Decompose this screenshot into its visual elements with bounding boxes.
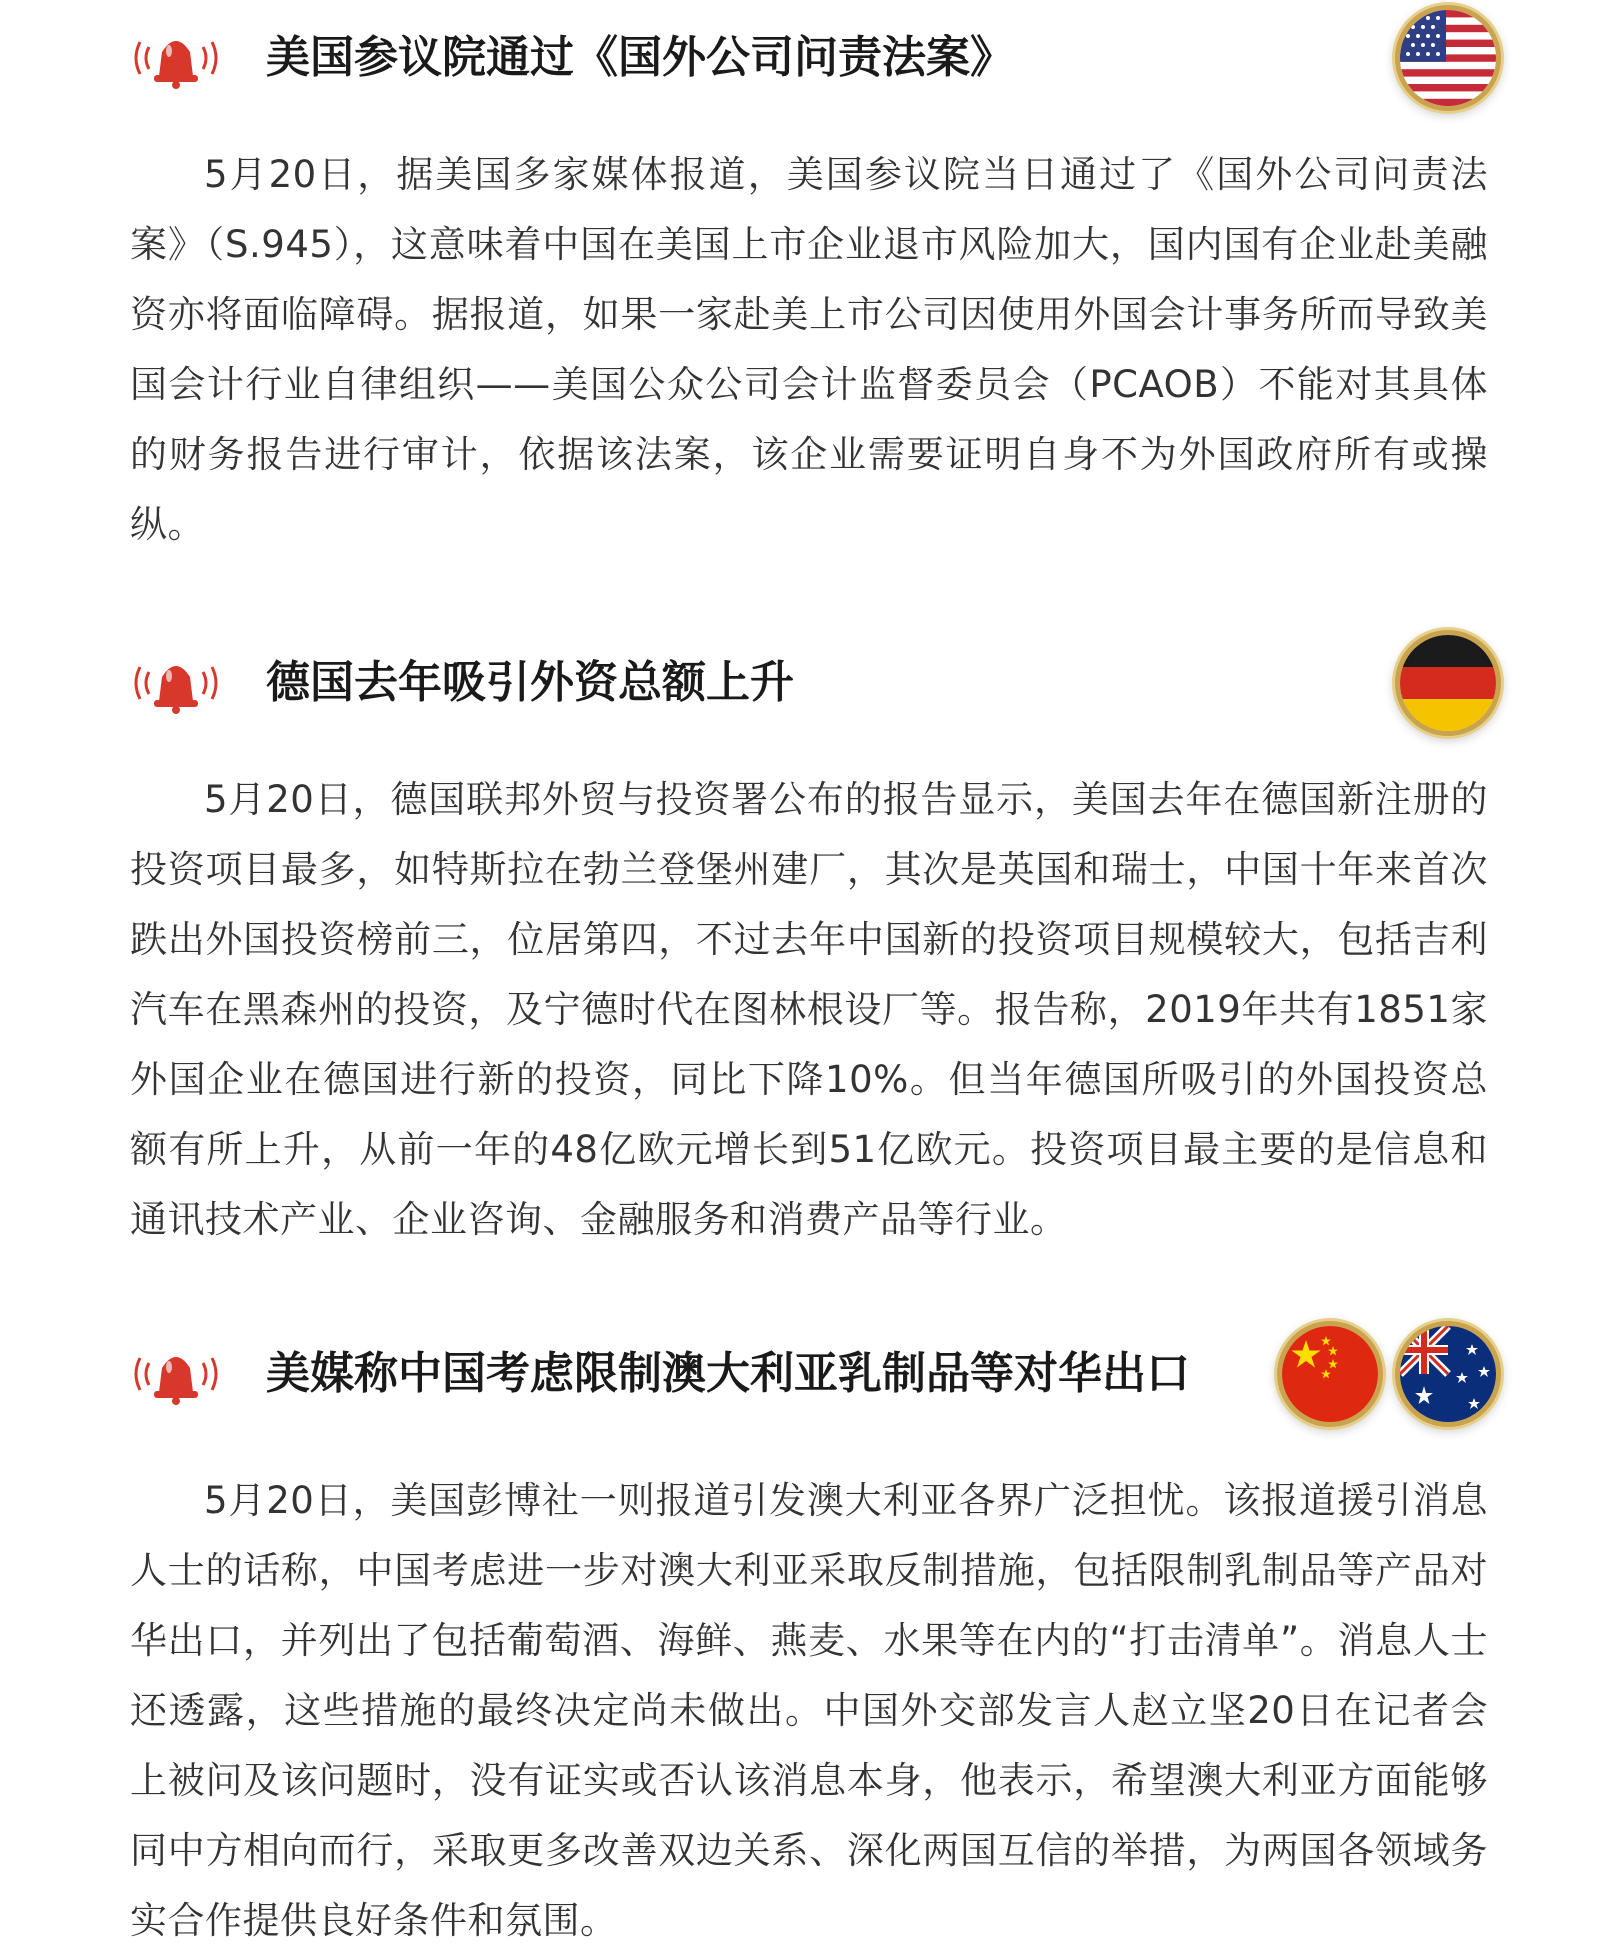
australia-flag-icon bbox=[1400, 1326, 1496, 1422]
news-article-china-australia bbox=[0, 1316, 1607, 1942]
alarm-bell-icon bbox=[128, 26, 224, 90]
article-title: 美媒称中国考虑限制澳大利亚乳制品等对华出口 bbox=[266, 1348, 1190, 1399]
usa-flag-icon bbox=[1400, 10, 1496, 106]
news-article-us-senate bbox=[0, 0, 1607, 546]
article-header bbox=[0, 0, 1607, 120]
alarm-bell-icon bbox=[128, 1342, 224, 1406]
article-title: 德国去年吸引外资总额上升 bbox=[266, 657, 794, 708]
article-body: 5月20日，美国彭博社一则报道引发澳大利亚各界广泛担忧。该报道援引消息人士的话称，中国考虑进一步对澳大利亚采取反制措施，包括限制乳制品等产品对华出口，并列出了包括葡萄酒、海鲜、燕麦、水果等在内的“打击清单”。消息人士还透露，这些措施的最终决定尚未做出。中国外交部发言人赵立坚20日在记者会上被问及该问题时，没有证实或否认该消息本身，他表示，希望澳大利亚方面能够同中方相向而行，采取更多改善双边关系、深化两国互信的举措，为两国各领域务实合作提供良好条件和氛围。 bbox=[130, 1479, 1488, 1942]
news-article-germany-investment bbox=[0, 625, 1607, 1241]
article-header bbox=[0, 1316, 1607, 1436]
article-title: 美国参议院通过《国外公司问责法案》 bbox=[266, 32, 1014, 83]
article-body: 5月20日，据美国多家媒体报道，美国参议院当日通过了《国外公司问责法案》（S.945），这意味着中国在美国上市企业退市风险加大，国内国有企业赴美融资亦将面临障碍。据报道，如果一家赴美上市公司因使用外国会计事务所而导致美国会计行业自律组织——美国公众公司会计监督委员会（PCAOB）不能对其具体的财务报告进行审计，依据该法案，该企业需要证明自身不为外国政府所有或操纵。 bbox=[130, 153, 1488, 546]
alarm-bell-icon bbox=[128, 651, 224, 715]
article-body: 5月20日，德国联邦外贸与投资署公布的报告显示，美国去年在德国新注册的投资项目最多，如特斯拉在勃兰登堡州建厂，其次是英国和瑞士，中国十年来首次跌出外国投资榜前三，位居第四，不过去年中国新的投资项目规模较大，包括吉利汽车在黑森州的投资，及宁德时代在图林根设厂等。报告称，2019年共有1851家外国企业在德国进行新的投资，同比下降10%。但当年德国所吸引的外国投资总额有所上升，从前一年的48亿欧元增长到51亿欧元。投资项目最主要的是信息和通讯技术产业、企业咨询、金融服务和消费产品等行业。 bbox=[130, 778, 1488, 1241]
germany-flag-icon bbox=[1400, 635, 1496, 731]
china-flag-icon bbox=[1282, 1326, 1378, 1422]
article-header bbox=[0, 625, 1607, 745]
